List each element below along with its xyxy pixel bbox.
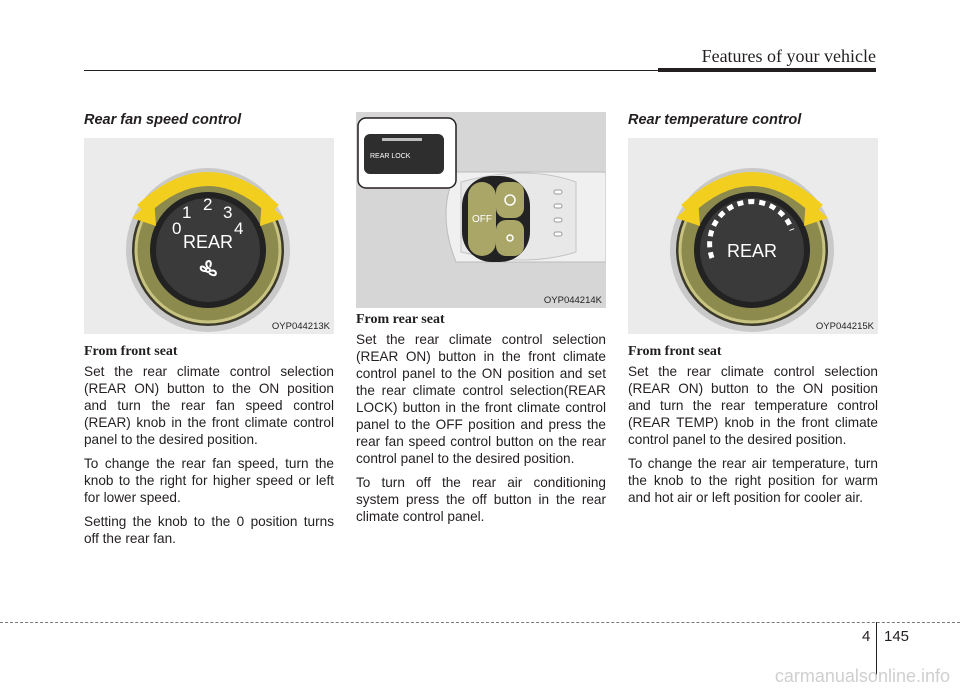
rear-panel-illustration xyxy=(356,112,606,308)
subheading: From rear seat xyxy=(356,312,445,327)
footer-rule xyxy=(0,622,960,623)
temperature-section xyxy=(628,112,878,513)
paragraph: To change the rear air temperature, turn the knob to the right position for warm and hot air or left position for cooler air. xyxy=(628,456,878,505)
page-number: 145 xyxy=(884,628,910,645)
section-title: Rear fan speed control xyxy=(84,112,242,128)
paragraph: To turn off the rear air conditioning system press the off button in the rear climate control panel. xyxy=(356,475,606,524)
header-rule xyxy=(84,70,658,71)
paragraph: Set the rear climate control selection (REAR ON) button in the front climate control panel to the ON position and set the rear climate control selection(REAR LOCK) button in the front climate control panel to the OFF position and press the rear fan speed control button on the rear control panel to the desired position. xyxy=(356,332,606,466)
rear-lock-label: REAR LOCK xyxy=(370,153,411,160)
paragraph: Setting the knob to the 0 position turns off the rear fan. xyxy=(84,514,334,546)
temperature-knob-illustration xyxy=(628,138,878,334)
figure-code: OYP044213K xyxy=(271,321,330,332)
knob-number-4: 4 xyxy=(234,219,244,238)
subheading: From front seat xyxy=(628,344,722,359)
knob-number-1: 1 xyxy=(182,203,192,222)
paragraph: Set the rear climate control selection (REAR ON) button to the ON position and turn the rear fan speed control (REAR) knob in the front climate control panel to the desired position. xyxy=(84,364,334,447)
knob-label: REAR xyxy=(726,241,778,261)
subheading: From front seat xyxy=(84,344,178,359)
rear-seat-section xyxy=(356,112,606,532)
chapter-number: 4 xyxy=(862,628,871,645)
paragraph: To change the rear fan speed, turn the knob to the right for higher speed or left for lower speed. xyxy=(84,456,334,505)
figure-code: OYP044215K xyxy=(815,321,874,332)
fan-speed-section xyxy=(84,112,334,554)
rear-panel-figure xyxy=(356,112,606,308)
header-rule-accent xyxy=(658,68,876,72)
knob-number-3: 3 xyxy=(223,203,233,222)
knob-number-2: 2 xyxy=(203,195,213,214)
figure-code: OYP044214K xyxy=(543,295,602,306)
off-label: OFF xyxy=(472,214,492,225)
temperature-knob-figure xyxy=(628,138,878,334)
fan-knob-illustration xyxy=(84,138,334,334)
watermark: carmanualsonline.info xyxy=(774,666,950,686)
header-title: Features of your vehicle xyxy=(701,46,876,66)
paragraph: Set the rear climate control selection (REAR ON) button to the ON position and turn the rear temperature control (REAR TEMP) knob in the front climate control panel to the desired position. xyxy=(628,364,878,447)
fan-knob-figure xyxy=(84,138,334,334)
section-title: Rear temperature control xyxy=(628,112,802,128)
knob-number-0: 0 xyxy=(172,219,182,238)
knob-label: REAR xyxy=(182,232,234,252)
